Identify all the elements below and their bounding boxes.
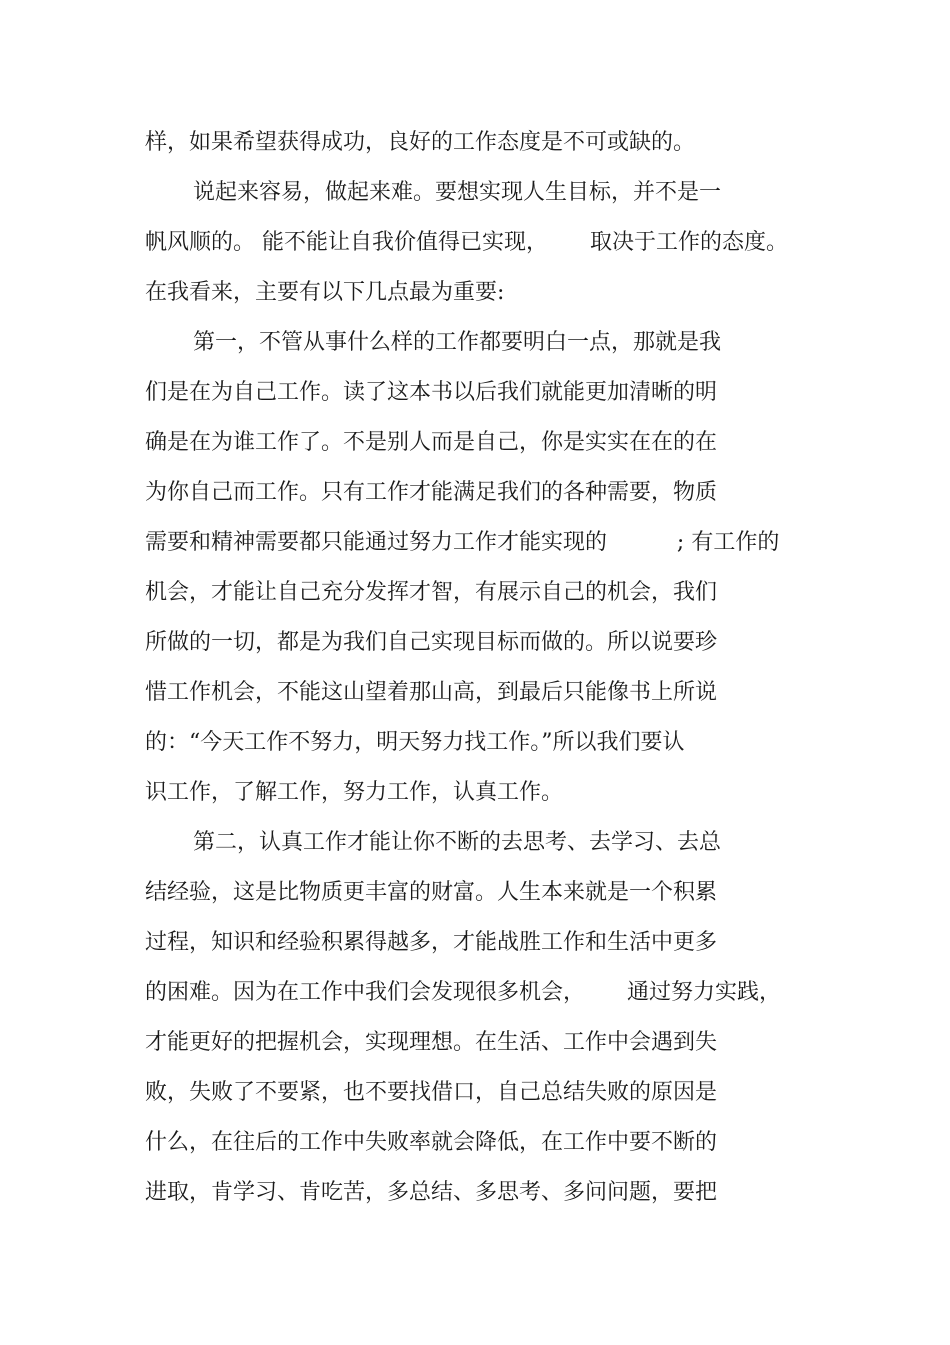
text-line: 们是在为自己工作。读了这本书以后我们就能更加清晰的明 bbox=[145, 380, 718, 405]
text-line: 过程，知识和经验积累得越多，才能战胜工作和生活中更多 bbox=[145, 930, 718, 955]
text-line: 什么，在往后的工作中失败率就会降低，在工作中要不断的 bbox=[145, 1130, 718, 1155]
text-line: 第一，不管从事什么样的工作都要明白一点，那就是我 bbox=[193, 330, 722, 355]
text-line: 第二，认真工作才能让你不断的去思考、去学习、去总 bbox=[193, 830, 722, 855]
text-line: 所做的一切，都是为我们自己实现目标而做的。所以说要珍 bbox=[145, 630, 718, 655]
text-line: 说起来容易，做起来难。要想实现人生目标，并不是一 bbox=[193, 180, 722, 205]
text-line: 确是在为谁工作了。不是别人而是自己，你是实实在在的在 bbox=[145, 430, 718, 455]
text-line: 败，失败了不要紧，也不要找借口，自己总结失败的原因是 bbox=[145, 1080, 718, 1105]
text-line: 惜工作机会，不能这山望着那山高，到最后只能像书上所说 bbox=[145, 680, 718, 705]
text-line: 需要和精神需要都只能通过努力工作才能实现的 ; 有工作的 bbox=[145, 530, 780, 555]
text-line: 才能更好的把握机会，实现理想。在生活、工作中会遇到失 bbox=[145, 1030, 718, 1055]
text-line: 结经验，这是比物质更丰富的财富。人生本来就是一个积累 bbox=[145, 880, 718, 905]
text-line: 机会，才能让自己充分发挥才智，有展示自己的机会，我们 bbox=[145, 580, 718, 605]
text-line: 样，如果希望获得成功，良好的工作态度是不可或缺的。 bbox=[145, 130, 696, 155]
text-line: 识工作，了解工作，努力工作，认真工作。 bbox=[145, 780, 564, 805]
text-line: 进取，肯学习、肯吃苦，多总结、多思考、多问问题，要把 bbox=[145, 1180, 718, 1205]
text-line: 的：“今天工作不努力，明天努力找工作。”所以我们要认 bbox=[145, 730, 685, 755]
text-line: 为你自己而工作。只有工作才能满足我们的各种需要，物质 bbox=[145, 480, 718, 505]
text-line: 帆风顺的。 能不能让自我价值得已实现， 取决于工作的态度。 bbox=[145, 230, 788, 255]
body-text bbox=[145, 118, 825, 1218]
text-line: 在我看来，主要有以下几点最为重要: bbox=[145, 280, 505, 305]
text-line: 的困难。因为在工作中我们会发现很多机会， 通过努力实践， bbox=[145, 980, 781, 1005]
